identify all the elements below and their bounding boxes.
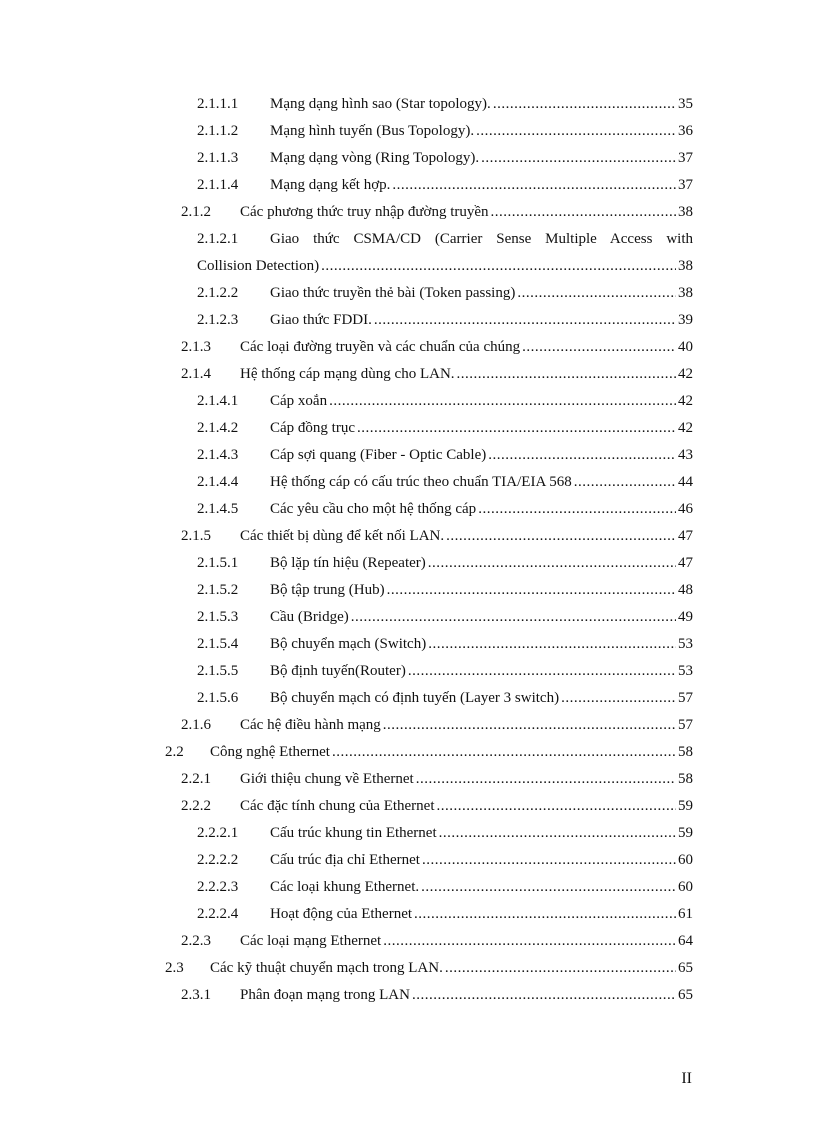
toc-entry-page: 59 (678, 825, 693, 841)
toc-entry-page: 36 (678, 123, 693, 139)
toc-entry[interactable] (0, 334, 816, 361)
toc-entry-title: Cấu trúc địa chỉ Ethernet (270, 852, 420, 868)
toc-entry[interactable] (0, 118, 816, 145)
toc-entry-number: 2.2.2.1 (197, 825, 239, 841)
toc-entry-page: 48 (678, 582, 693, 598)
toc-entry-page: 53 (678, 663, 693, 679)
toc-entry-number: 2.1.5.3 (197, 609, 239, 625)
toc-entry[interactable] (0, 307, 816, 334)
toc-entry-number: 2.1.5.1 (197, 555, 239, 571)
toc-entry-page: 43 (678, 447, 693, 463)
dot-leader (426, 550, 676, 577)
dot-leader (330, 739, 676, 766)
toc-entry-number: 2.1.3 (181, 339, 211, 355)
dot-leader (443, 955, 676, 982)
dot-leader (319, 253, 676, 280)
toc-entry-title: Mạng dạng hình sao (Star topology). (270, 96, 491, 112)
toc-entry-title: Bộ định tuyến(Router) (270, 663, 406, 679)
toc-entry-page: 47 (678, 528, 693, 544)
toc-entry-page: 35 (678, 96, 693, 112)
toc-entry[interactable] (0, 928, 816, 955)
dot-leader (420, 847, 676, 874)
toc-entry-title: Mạng hình tuyến (Bus Topology). (270, 123, 475, 139)
toc-entry-page: 39 (678, 312, 693, 328)
toc-entry-number: 2.1.4.1 (197, 393, 239, 409)
toc-entry-title: Các loại đường truyền và các chuẩn của chúng (240, 339, 521, 355)
toc-entry-continuation[interactable] (0, 253, 816, 280)
toc-entry-number: 2.1.4 (181, 366, 211, 382)
toc-entry-title: Giới thiệu chung về Ethernet (240, 771, 414, 787)
toc-entry-page: 61 (678, 906, 693, 922)
dot-leader (414, 766, 676, 793)
toc-entry-number: 2.1.2.3 (197, 312, 239, 328)
dot-leader (515, 280, 676, 307)
toc-entry[interactable] (0, 388, 816, 415)
dot-leader (479, 145, 676, 172)
toc-entry-title: Các phương thức truy nhập đường truyền (240, 204, 489, 220)
table-of-contents (0, 91, 816, 1009)
toc-entry[interactable] (0, 415, 816, 442)
toc-entry-title: Công nghệ Ethernet (210, 744, 330, 760)
toc-entry[interactable] (0, 496, 816, 523)
dot-leader (349, 604, 676, 631)
toc-entry-number: 2.3.1 (181, 987, 211, 1003)
toc-entry-title: Các loại khung Ethernet. (270, 879, 420, 895)
toc-entry[interactable] (0, 982, 816, 1009)
toc-entry-title: Collision Detection) (197, 258, 320, 274)
toc-entry[interactable] (0, 901, 816, 928)
toc-entry-page: 59 (678, 798, 693, 814)
toc-entry-page: 47 (678, 555, 693, 571)
dot-leader (385, 577, 676, 604)
dot-leader (559, 685, 676, 712)
toc-entry-page: 57 (678, 717, 693, 733)
toc-entry-title: Mạng dạng kết hợp. (270, 177, 391, 193)
toc-entry[interactable] (0, 604, 816, 631)
dot-leader (372, 307, 676, 334)
toc-entry-page: 37 (678, 150, 693, 166)
toc-entry-page: 57 (678, 690, 693, 706)
toc-entry-page: 38 (678, 285, 693, 301)
toc-entry-title: Bộ lặp tín hiệu (Repeater) (270, 555, 426, 571)
toc-entry[interactable] (0, 172, 816, 199)
toc-entry-page: 60 (678, 879, 693, 895)
toc-entry-number: 2.1.4.4 (197, 474, 239, 490)
toc-entry[interactable] (0, 361, 816, 388)
toc-entry-title: Các kỹ thuật chuyển mạch trong LAN. (210, 960, 443, 976)
dot-leader (489, 199, 676, 226)
toc-entry-page: 42 (678, 393, 693, 409)
toc-entry-number: 2.1.5.4 (197, 636, 239, 652)
toc-entry-number: 2.2.2 (181, 798, 211, 814)
toc-entry[interactable] (0, 577, 816, 604)
toc-entry-number: 2.1.2.2 (197, 285, 239, 301)
toc-entry[interactable] (0, 442, 816, 469)
toc-entry-number: 2.2.1 (181, 771, 211, 787)
toc-entry-title: Bộ tập trung (Hub) (270, 582, 385, 598)
toc-entry[interactable] (0, 685, 816, 712)
dot-leader (437, 820, 676, 847)
toc-entry-page: 38 (678, 204, 693, 220)
toc-entry-number: 2.2.2.3 (197, 879, 239, 895)
dot-leader (572, 469, 676, 496)
dot-leader (406, 658, 676, 685)
toc-entry-page: 64 (678, 933, 693, 949)
toc-entry[interactable] (0, 739, 816, 766)
toc-entry-page: 38 (678, 258, 693, 274)
toc-entry-page: 58 (678, 744, 693, 760)
toc-entry[interactable] (0, 631, 816, 658)
toc-entry-number: 2.1.1.2 (197, 123, 239, 139)
page-number: II (681, 1070, 692, 1087)
toc-entry-title: Giao thức truyền thẻ bài (Token passing) (270, 285, 516, 301)
toc-entry[interactable] (0, 658, 816, 685)
dot-leader (419, 874, 676, 901)
toc-entry-number: 2.2.2.2 (197, 852, 239, 868)
toc-entry-number: 2.1.6 (181, 717, 211, 733)
toc-entry-page: 65 (678, 987, 693, 1003)
toc-entry[interactable] (0, 91, 816, 118)
toc-entry-number: 2.1.4.2 (197, 420, 239, 436)
toc-entry-number: 2.1.2.1 (197, 231, 239, 247)
toc-entry-number: 2.1.1.3 (197, 150, 239, 166)
toc-entry[interactable] (0, 199, 816, 226)
toc-entry-title: Bộ chuyển mạch (Switch) (270, 636, 427, 652)
toc-entry-page: 46 (678, 501, 693, 517)
dot-leader (444, 523, 676, 550)
toc-entry-title: Các hệ điều hành mạng (240, 717, 381, 733)
toc-entry-number: 2.2 (165, 744, 184, 760)
toc-entry-number: 2.2.2.4 (197, 906, 239, 922)
toc-entry[interactable] (0, 280, 816, 307)
toc-entry[interactable] (0, 766, 816, 793)
toc-entry-title: Các loại mạng Ethernet (240, 933, 382, 949)
toc-entry-number: 2.1.5.6 (197, 690, 239, 706)
dot-leader (410, 982, 676, 1009)
toc-entry[interactable] (0, 550, 816, 577)
toc-entry-page: 49 (678, 609, 693, 625)
toc-entry-title: Bộ chuyển mạch có định tuyến (Layer 3 switch) (270, 690, 560, 706)
toc-entry[interactable] (0, 226, 816, 253)
toc-entry-title: Cấu trúc khung tin Ethernet (270, 825, 437, 841)
toc-entry-page: 37 (678, 177, 693, 193)
dot-leader (476, 496, 676, 523)
dot-leader (390, 172, 676, 199)
dot-leader (455, 361, 676, 388)
toc-entry-page: 53 (678, 636, 693, 652)
toc-entry-number: 2.1.1.4 (197, 177, 239, 193)
toc-entry-number: 2.1.5.2 (197, 582, 239, 598)
dot-leader (355, 415, 676, 442)
toc-entry-number: 2.3 (165, 960, 184, 976)
toc-entry-title: Các yêu cầu cho một hệ thống cáp (270, 501, 477, 517)
toc-entry-page: 44 (678, 474, 693, 490)
dot-leader (412, 901, 676, 928)
toc-entry-page: 40 (678, 339, 693, 355)
toc-entry[interactable] (0, 955, 816, 982)
toc-entry-title: Mạng dạng vòng (Ring Topology). (270, 150, 480, 166)
toc-entry[interactable] (0, 712, 816, 739)
toc-entry-number: 2.2.3 (181, 933, 211, 949)
toc-entry-title: Hệ thống cáp có cấu trúc theo chuẩn TIA/EIA 568 (270, 474, 572, 490)
toc-entry-page: 42 (678, 366, 693, 382)
toc-entry[interactable] (0, 874, 816, 901)
toc-entry[interactable] (0, 847, 816, 874)
dot-leader (381, 712, 676, 739)
toc-entry-title: Giao thức CSMA/CD (Carrier Sense Multiple Access with (270, 231, 693, 247)
dot-leader (491, 91, 676, 118)
toc-entry-title: Hoạt động của Ethernet (270, 906, 413, 922)
toc-entry[interactable] (0, 523, 816, 550)
dot-leader (520, 334, 676, 361)
dot-leader (435, 793, 676, 820)
dot-leader (426, 631, 676, 658)
toc-entry-page: 42 (678, 420, 693, 436)
toc-entry[interactable] (0, 469, 816, 496)
toc-entry-title: Cầu (Bridge) (270, 609, 349, 625)
toc-entry-page: 65 (678, 960, 693, 976)
toc-entry-number: 2.1.2 (181, 204, 211, 220)
toc-entry-number: 2.1.5.5 (197, 663, 239, 679)
toc-entry-number: 2.1.4.5 (197, 501, 239, 517)
toc-entry-number: 2.1.5 (181, 528, 211, 544)
toc-entry-page: 58 (678, 771, 693, 787)
toc-entry-title: Cáp đồng trục (270, 420, 355, 436)
toc-entry-title: Cáp sợi quang (Fiber - Optic Cable) (270, 447, 487, 463)
dot-leader (474, 118, 676, 145)
dot-leader (486, 442, 676, 469)
toc-entry-title: Giao thức FDDI. (270, 312, 372, 328)
toc-entry-page: 60 (678, 852, 693, 868)
toc-entry-title: Phân đoạn mạng trong LAN (240, 987, 410, 1003)
dot-leader (381, 928, 676, 955)
toc-entry-title: Hệ thống cáp mạng dùng cho LAN. (240, 366, 455, 382)
dot-leader (327, 388, 676, 415)
toc-entry-title: Cáp xoắn (270, 393, 328, 409)
toc-entry[interactable] (0, 145, 816, 172)
toc-entry-number: 2.1.4.3 (197, 447, 239, 463)
toc-entry[interactable] (0, 820, 816, 847)
toc-entry[interactable] (0, 793, 816, 820)
toc-entry-title: Các thiết bị dùng để kết nối LAN. (240, 528, 445, 544)
toc-entry-title: Các đặc tính chung của Ethernet (240, 798, 435, 814)
toc-entry-number: 2.1.1.1 (197, 96, 239, 112)
